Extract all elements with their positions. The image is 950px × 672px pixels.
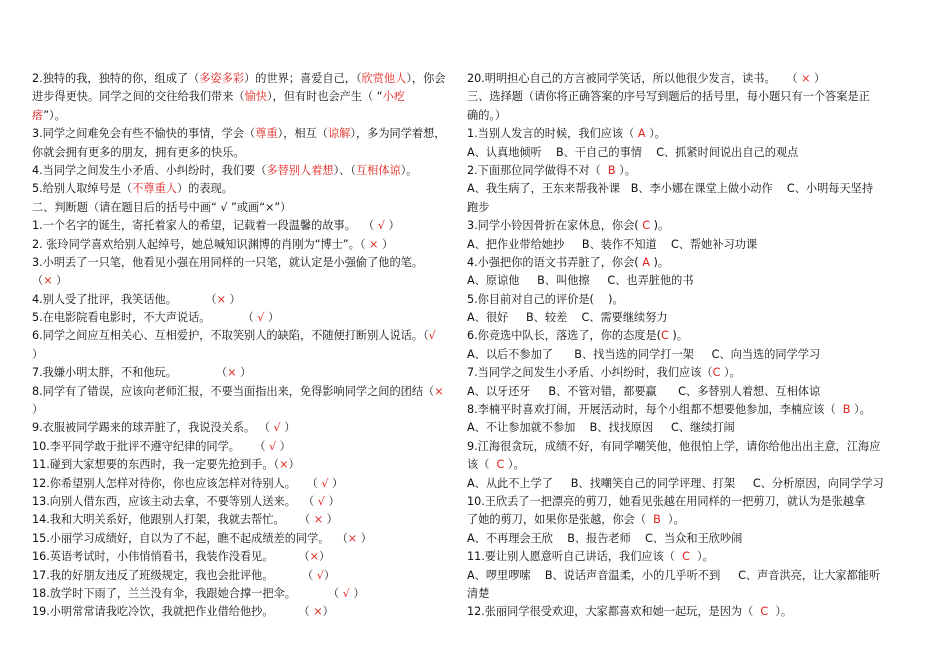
answer-text: √	[316, 568, 324, 582]
question-text: ），但有时也会产生（ “	[266, 90, 383, 104]
text-line	[467, 144, 885, 162]
text-line	[467, 567, 885, 585]
answer-text: √	[342, 586, 350, 600]
question-text: ）。	[689, 550, 714, 564]
answer-text: 不尊重人	[132, 182, 177, 196]
question-text: ”）。	[43, 108, 66, 122]
question-text: )。	[668, 329, 688, 343]
question-text: 15.小丽学习成绩好，自以为了不起，瞧不起成绩差的同学。 （	[32, 531, 348, 545]
question-text: ），多为同学着想，	[350, 127, 446, 141]
question-text: A、不让参加就不参加 B、找找原因 C、继续打闹	[467, 421, 735, 435]
question-text: ）。	[615, 163, 636, 177]
text-line	[467, 236, 885, 254]
question-text: 5.给别人取绰号是（	[32, 182, 133, 196]
question-text: 2.独特的我，独特的你，组成了（	[32, 72, 200, 85]
answer-text: 多替别人着想	[266, 163, 334, 177]
question-text: ）的世界；喜爱自己，（	[244, 72, 362, 85]
text-line	[32, 401, 450, 419]
text-line	[32, 254, 450, 272]
text-line	[467, 327, 885, 345]
question-text: A、把作业带给她抄 B、装作不知道 C、帮她补习功课	[467, 237, 758, 251]
question-text: ）	[319, 550, 331, 564]
question-text: ）	[322, 605, 334, 619]
answer-text: C	[661, 329, 669, 343]
answer-text: ×	[227, 366, 237, 380]
question-text: A、我生病了，王东来帮我补课 B、李小娜在课堂上做小动作 C、小明每天坚持	[467, 182, 874, 196]
answer-text: √	[321, 476, 329, 490]
question-text: ）。	[645, 127, 666, 141]
answer-text: ×	[801, 72, 811, 85]
text-line	[467, 493, 885, 511]
text-line	[467, 383, 885, 401]
answer-text: C	[682, 550, 690, 564]
question-text: ）。	[720, 366, 741, 380]
text-line	[32, 530, 450, 548]
text-line	[467, 291, 885, 309]
question-text: ）	[810, 72, 826, 85]
question-text: ）	[264, 311, 280, 325]
question-text: 1.一个名字的诞生，寄托着家人的希望，记载着一段温馨的故事。 （	[32, 219, 378, 233]
answer-text: √	[317, 494, 325, 508]
text-line	[32, 456, 450, 474]
question-text: 8.李楠平时喜欢打闹，开展活动时，每个小组都不想要他参加，李楠应该（	[467, 403, 843, 417]
question-text: ）	[328, 476, 344, 490]
question-text: 进步得更快。同学之间的交往给我们带来（	[32, 90, 245, 104]
question-text: 14.我和大明关系好，他跟别人打架，我就去帮忙。 （	[32, 513, 314, 527]
text-line	[32, 327, 450, 345]
text-line	[32, 236, 450, 254]
question-text: 2. 张玲同学喜欢给别人起绰号，她总喊知识渊博的肖刚为“博士”。（	[32, 237, 370, 251]
question-text: 4.小强把你的语文书弄脏了，你会(	[467, 255, 643, 269]
question-text: 12.张丽同学很受欢迎，大家都喜欢和她一起玩，是因为（	[467, 605, 761, 619]
text-line	[467, 272, 885, 290]
text-line	[467, 254, 885, 272]
answer-text: ×	[434, 384, 444, 398]
answer-text: 欣赏他人	[361, 72, 407, 85]
text-line	[32, 493, 450, 511]
question-text: 16.英语考试时，小伟悄悄看书，我装作没看见。 （	[32, 550, 310, 564]
question-text: 20.明明担心自己的方言被同学笑话，所以他很少发言，读书。 （	[467, 72, 802, 85]
question-text: ）	[324, 494, 340, 508]
question-text: 3.同学小铃因骨折在家休息，你会(	[467, 219, 643, 233]
answer-text: ×	[313, 513, 324, 527]
answer-text: C	[642, 219, 651, 233]
answer-text: C	[712, 366, 721, 380]
question-text: A、从此不上学了 B、找嘲笑自己的同学评理、打架 C、分析原因，向同学学习	[467, 476, 884, 490]
answer-text: √	[257, 311, 265, 325]
question-text: A、原谅他 B、叫他擦 C、也弄脏他的书	[467, 274, 694, 288]
text-line	[467, 217, 885, 235]
text-line	[32, 419, 450, 437]
text-line	[467, 309, 885, 327]
text-line	[467, 603, 885, 621]
answer-text: 小疙	[382, 90, 405, 104]
question-text: 5.你目前对自己的评价是( )。	[467, 292, 624, 306]
question-text: A、认真地倾听 B、干自己的事情 C、抓紧时间说出自己的观点	[467, 145, 799, 159]
answer-text: ×	[313, 605, 323, 619]
answer-text: √	[377, 219, 385, 233]
question-text: ）	[276, 439, 291, 453]
question-text: 3.同学之间难免会有些不愉快的事情，学会（	[32, 127, 256, 141]
text-line	[467, 125, 885, 143]
question-text: 4.当同学之间发生小矛盾、小纠纷时，我们要（	[32, 163, 267, 177]
answer-text: 瘩	[32, 108, 44, 122]
question-text: 8.同学有了错误，应该向老师汇报，不要当面指出来，免得影响同学之间的团结（	[32, 384, 435, 398]
text-line	[32, 162, 450, 180]
question-text: 19.小明常常请我吃冷饮，我就把作业借给他抄。 （	[32, 605, 314, 619]
text-line	[32, 383, 450, 401]
question-text: 二、判断题（请在题目后的括号中画“ √ ”或画“×”）	[32, 200, 292, 214]
question-text: （	[32, 274, 44, 288]
text-line	[467, 475, 885, 493]
answer-text: √	[428, 329, 436, 343]
question-text: 确的。）	[467, 108, 507, 122]
text-line	[32, 548, 450, 566]
answer-text: 谅解	[327, 127, 351, 141]
question-text: ）。	[504, 458, 525, 472]
left-column	[32, 70, 450, 622]
text-line	[32, 309, 450, 327]
question-text: 3.小明丢了一只笔，他看见小强在用同样的一只笔，就认定是小强偷了他的笔。	[32, 255, 424, 269]
question-text: 17.我的好朋友违反了班级规定，我也会批评他。 （	[32, 568, 317, 582]
question-text: ）	[288, 458, 300, 472]
question-text: 6.同学之间应互相关心、互相爱护，不取笑别人的缺陷，不随便打断别人说话。（	[32, 329, 429, 343]
text-line	[467, 107, 885, 125]
answer-text: A	[642, 255, 650, 269]
question-text: ）。	[768, 605, 793, 619]
text-line	[467, 511, 885, 529]
question-text: 10.王欣丢了一把漂亮的剪刀，她看见张越在用同样的一把剪刀，就认为是张越拿	[467, 494, 866, 508]
question-text: A、不再理会王欣 B、报告老师 C、当众和王欣吵闹	[467, 531, 743, 545]
text-line	[32, 364, 450, 382]
text-line	[32, 107, 450, 125]
answer-text: ×	[347, 531, 358, 545]
answer-text: ×	[309, 550, 319, 564]
answer-text: C	[760, 605, 769, 619]
text-line	[32, 125, 450, 143]
question-text: ）	[378, 237, 394, 251]
text-line	[32, 199, 450, 217]
question-text: 4.别人受了批评，我笑话他。 （	[32, 292, 217, 306]
text-line	[467, 199, 885, 217]
question-text: ）的表现。	[176, 182, 233, 196]
question-text: A、啰里啰嗦 B、说话声音温柔，小的几乎听不到 C、声音洪亮，让大家都能听	[467, 568, 881, 582]
text-line	[32, 346, 450, 364]
answer-text: 尊重	[255, 127, 278, 141]
text-line	[32, 272, 450, 290]
text-line	[467, 346, 885, 364]
answer-text: A	[637, 127, 646, 141]
question-text: 跑步	[467, 200, 490, 214]
question-text: ）、（	[333, 163, 356, 177]
question-text: 1.当别人发言的时候，我们应该（	[467, 127, 638, 141]
question-text: A、以牙还牙 B、不管对错，都要赢 C、多替别人着想、互相体谅	[467, 384, 821, 398]
text-line	[467, 88, 885, 106]
question-text: 三、选择题（请你将正确答案的序号写到题后的括号里，每小题只有一个答案是正	[467, 90, 870, 104]
question-text: A、很好 B、较差 C、需要继续努力	[467, 311, 668, 325]
text-line	[467, 364, 885, 382]
question-text: ）。	[400, 163, 418, 177]
text-line	[32, 567, 450, 585]
question-text: )。	[649, 255, 669, 269]
text-line	[32, 585, 450, 603]
answer-text: C	[496, 458, 505, 472]
answer-text: 互相体谅	[355, 163, 401, 177]
question-text: ）	[384, 219, 400, 233]
answer-text: B	[842, 403, 851, 417]
question-text: 9.江海很贪玩，成绩不好，有同学嘲笑他，他很怕上学，请你给他出出主意，江海应	[467, 439, 881, 453]
text-line	[467, 438, 885, 456]
question-text: ）	[323, 568, 336, 582]
answer-text: 愉快	[244, 90, 267, 104]
text-line	[467, 401, 885, 419]
question-text: ）。	[850, 403, 871, 417]
answer-text: B	[653, 513, 661, 527]
question-text: ）	[349, 586, 365, 600]
question-text: 12.你希望别人怎样对待你，你也应该怎样对待别人。 （	[32, 476, 322, 490]
answer-text: ×	[43, 274, 53, 288]
question-text: ）	[280, 421, 296, 435]
text-line	[467, 419, 885, 437]
question-text: ），相互（	[277, 127, 328, 141]
question-text: ）	[357, 531, 372, 545]
answer-text: ×	[216, 292, 226, 306]
text-line	[32, 438, 450, 456]
question-text: A、以后不参加了 B、找当选的同学打一架 C、向当选的同学学习	[467, 347, 821, 361]
question-text: 6.你竞选中队长，落选了，你的态度是(	[467, 329, 662, 343]
text-line	[32, 144, 450, 162]
question-text: 你就会拥有更多的朋友，拥有更多的快乐。	[32, 145, 245, 159]
question-text: 11.碰到大家想要的东西时，我一定要先抢到手。（	[32, 458, 280, 472]
question-text: ）。	[660, 513, 685, 527]
answer-text: B	[607, 163, 616, 177]
question-text: 7.我嫌小明太胖，不和他玩。 （	[32, 366, 228, 380]
text-line	[32, 88, 450, 106]
text-line	[467, 456, 885, 474]
text-line	[467, 585, 885, 603]
question-text: 该（	[467, 458, 497, 472]
question-text: ）	[52, 274, 68, 288]
question-text: 7.当同学之间发生小矛盾、小纠纷时，我们应该（	[467, 366, 713, 380]
question-text: )。	[650, 219, 670, 233]
text-line	[32, 70, 450, 88]
question-text: 9.衣服被同学踢来的球弄脏了，我说没关系。 （	[32, 421, 274, 435]
question-text: ）	[32, 347, 44, 361]
question-text: 10.李平同学敢于批评不遵守纪律的同学。 （	[32, 439, 269, 453]
question-text: ），你会	[406, 72, 446, 85]
question-text: ）	[236, 366, 252, 380]
answer-text: ×	[279, 458, 289, 472]
question-text: ）	[32, 403, 44, 417]
text-line	[32, 603, 450, 621]
text-line	[467, 162, 885, 180]
question-text: 13.向别人借东西，应该主动去拿，不要等别人送来。 （	[32, 494, 318, 508]
right-column	[467, 70, 885, 622]
text-line	[467, 530, 885, 548]
question-text: 18.放学时下雨了，兰兰没有伞，我跟她合撑一把伞。 （	[32, 586, 343, 600]
question-text: 了她的剪刀，如果你是张越，你会（	[467, 513, 654, 527]
text-line	[467, 548, 885, 566]
text-line	[32, 217, 450, 235]
text-line	[32, 180, 450, 198]
text-line	[32, 511, 450, 529]
text-line	[467, 180, 885, 198]
text-line	[32, 475, 450, 493]
question-text: 5.在电影院看电影时，不大声说话。 （	[32, 311, 258, 325]
answer-text: √	[268, 439, 277, 453]
question-text: 11.要让别人愿意听自己讲话，我们应该（	[467, 550, 683, 564]
text-line	[467, 70, 885, 88]
answer-text: 多姿多彩	[199, 72, 245, 85]
answer-text: √	[273, 421, 281, 435]
text-line	[32, 291, 450, 309]
answer-text: ×	[369, 237, 379, 251]
question-text: 清楚	[467, 586, 490, 600]
question-text: 2.下面那位同学做得不对（	[467, 163, 608, 177]
question-text: ）	[323, 513, 338, 527]
question-text: ）	[225, 292, 241, 306]
